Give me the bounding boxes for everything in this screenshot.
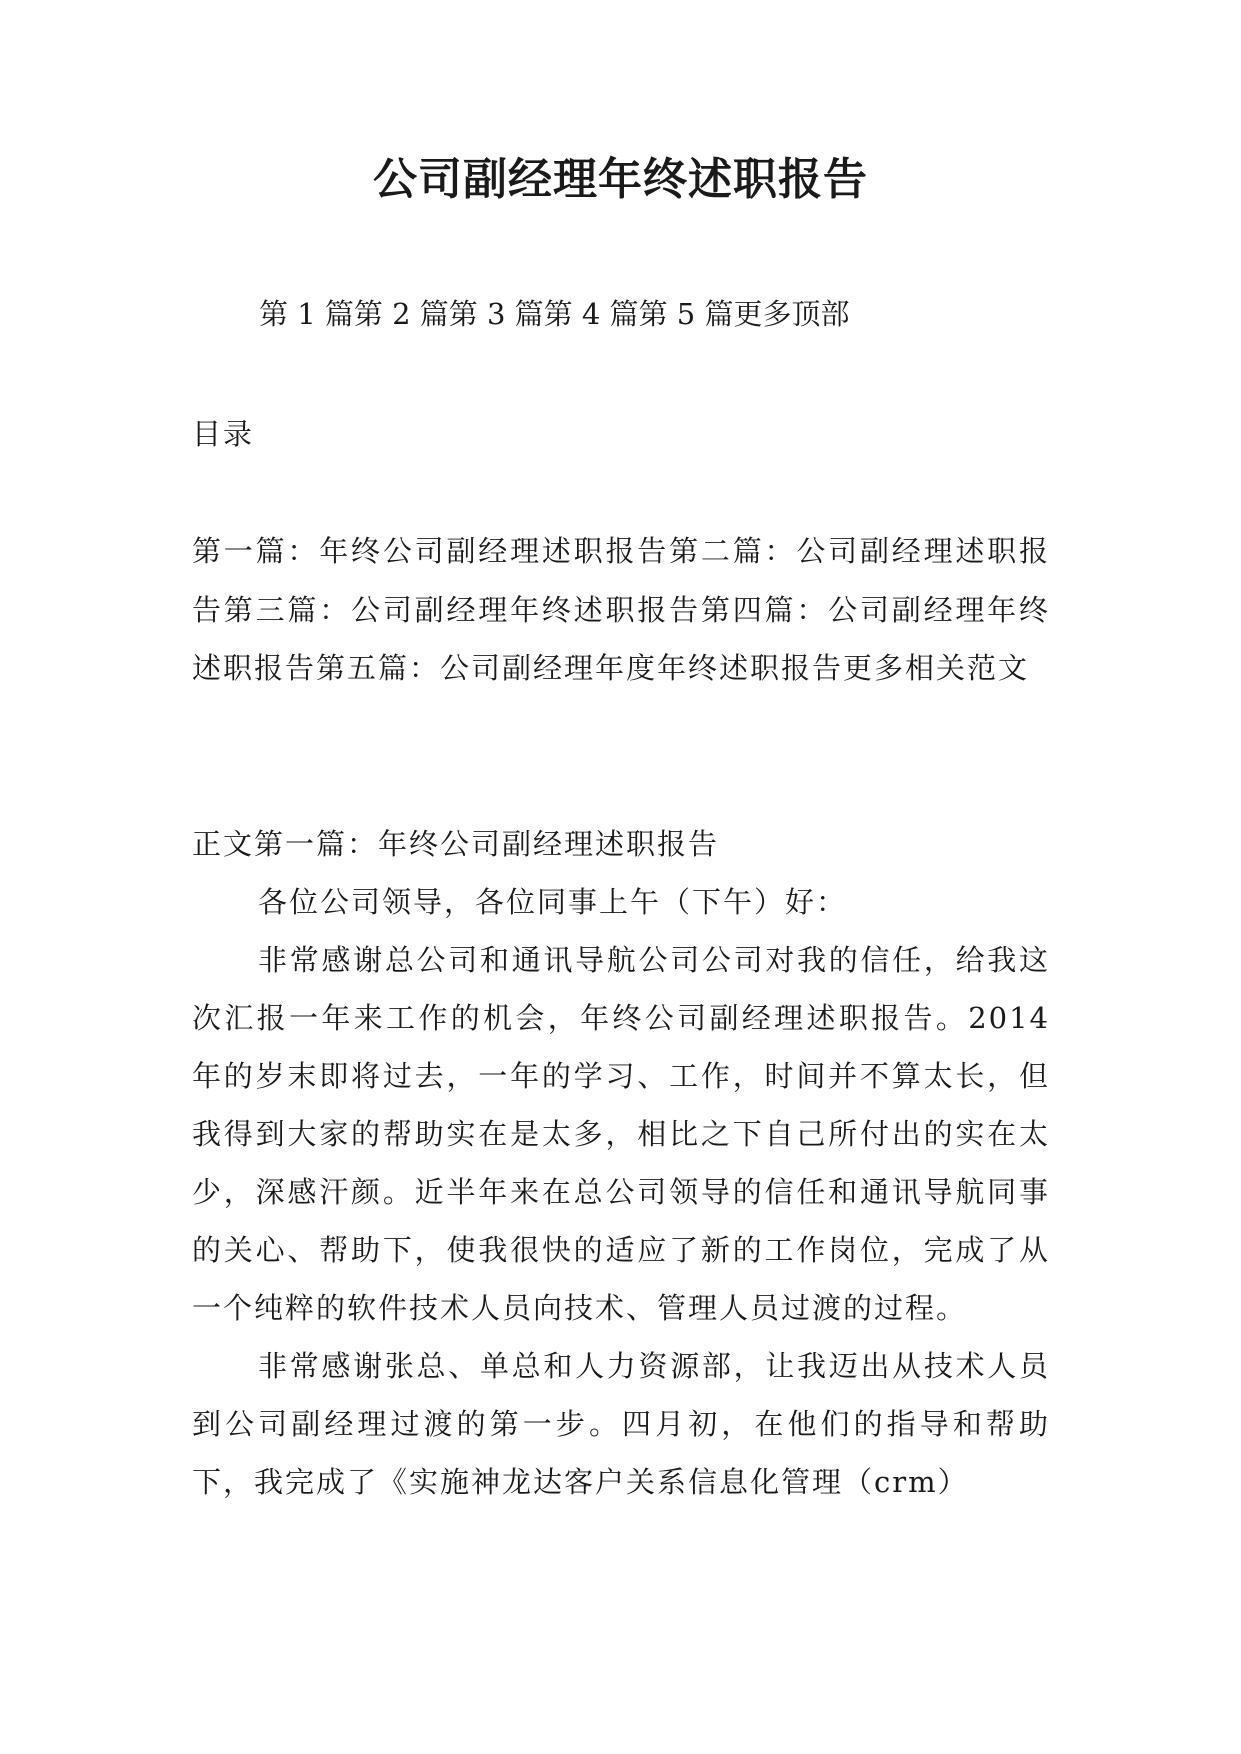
paragraph: 非常感谢张总、单总和人力资源部，让我迈出从技术人员到公司副经理过渡的第一步。四月初，在他们的指导和帮助下，我完成了《实施神龙达客户关系信息化管理（crm） [192,1349,1050,1499]
nav-link-more[interactable]: 更多 [733,297,792,331]
body-text [192,873,1050,1511]
nav-link-article-1[interactable]: 第 1 篇 [259,297,354,331]
nav-link-top[interactable]: 顶部 [791,297,850,331]
document-title: 公司副经理年终述职报告 [373,154,868,205]
paragraph-greeting: 各位公司领导，各位同事上午（下午）好： [258,885,848,919]
toc-label: 目录 [192,417,255,451]
toc-text[interactable]: 第一篇：年终公司副经理述职报告第二篇：公司副经理述职报告第三篇：公司副经理年终述职报告第四篇：公司副经理年终述职报告第五篇：公司副经理年度年终述职报告更多相关范文 [192,534,1050,685]
nav-link-article-5[interactable]: 第 5 篇 [638,297,734,331]
nav-link-article-2[interactable]: 第 2 篇 [353,297,449,331]
main-heading: 正文第一篇：年终公司副经理述职报告 [192,827,720,861]
nav-link-article-3[interactable]: 第 3 篇 [448,297,544,331]
nav-link-article-4[interactable]: 第 4 篇 [543,297,639,331]
article-nav [259,292,849,336]
paragraph: 非常感谢总公司和通讯导航公司公司对我的信任，给我这次汇报一年来工作的机会，年终公司副经理述职报告。2014 年的岁末即将过去，一年的学习、工作，时间并不算太长，但我得到大家的帮助实在是太多，相比之下自己所付出的实在太少，深感汗颜。近半年来在总公司领导的信任和通讯导航同事的关心、帮助下，使我很快的适应了新的工作岗位，完成了从一个纯粹的软件技术人员向技术、管理人员过渡的过程。 [192,943,1050,1325]
